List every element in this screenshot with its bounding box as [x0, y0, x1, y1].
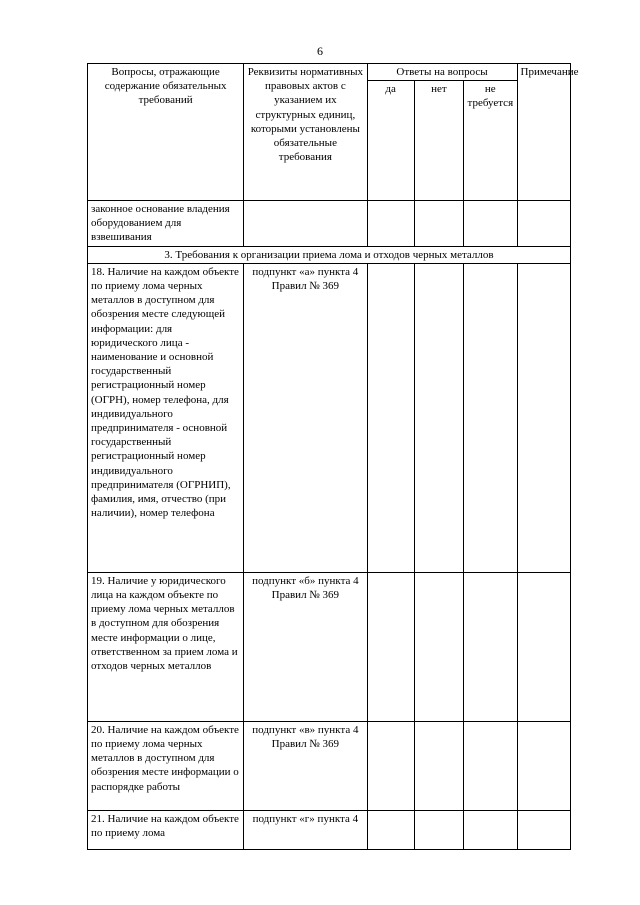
row-21-question: 21. Наличие на каждом объекте по приему лома — [88, 810, 244, 849]
row-21-not-required — [464, 810, 517, 849]
row-18-not-required — [464, 263, 517, 572]
header-yes: да — [367, 81, 414, 201]
row-21-no — [414, 810, 463, 849]
page-number: 6 — [317, 44, 323, 58]
row-19-not-required — [464, 572, 517, 721]
row-18-question: 18. Наличие на каждом объекте по приему лома черных металлов в доступном для обозрения месте следующей информации: для юридического лица - наименование и основной государственный регистрационный номер (ОГРН), номер телефона, для индивидуального предпринимателя - основной государственный регистрационный номер индивидуального предпринимателя (ОГРНИП), фамилия, имя, отчество (при наличии), номер телефона — [88, 263, 244, 572]
row-20-not-required — [464, 721, 517, 810]
table-row — [88, 263, 571, 572]
continuation-no — [414, 201, 463, 247]
continuation-not-required — [464, 201, 517, 247]
section-row — [88, 246, 571, 263]
row-20-note — [517, 721, 570, 810]
row-20-requisites: подпункт «в» пункта 4 Правил № 369 — [244, 721, 367, 810]
table-row — [88, 721, 571, 810]
requirements-table — [87, 63, 579, 850]
continuation-yes — [367, 201, 414, 247]
header-answers: Ответы на вопросы — [367, 64, 517, 81]
row-18-no — [414, 263, 463, 572]
row-21-note — [517, 810, 570, 849]
row-20-yes — [367, 721, 414, 810]
continuation-question: законное основание владения оборудованием для взвешивания — [88, 201, 244, 247]
row-19-question: 19. Наличие у юридического лица на каждом объекте по приему лома черных металлов в доступном для обозрения месте информации о лице, ответственном за прием лома и отходов черных металлов — [88, 572, 244, 721]
header-row-1 — [88, 64, 571, 81]
row-21-requisites: подпункт «г» пункта 4 — [244, 810, 367, 849]
row-18-yes — [367, 263, 414, 572]
header-not-required: не требуется — [464, 81, 517, 201]
row-20-no — [414, 721, 463, 810]
row-21-yes — [367, 810, 414, 849]
row-19-note — [517, 572, 570, 721]
header-requisites: Реквизиты нормативных правовых актов с указанием их структурных единиц, которыми установлены обязательные требования — [244, 64, 367, 201]
section-title: 3. Требования к организации приема лома и отходов черных металлов — [88, 246, 571, 263]
table-row — [88, 810, 571, 849]
table-row — [88, 572, 571, 721]
continuation-row — [88, 201, 571, 247]
row-18-requisites: подпункт «а» пункта 4 Правил № 369 — [244, 263, 367, 572]
header-note: Примечание — [517, 64, 570, 201]
row-19-no — [414, 572, 463, 721]
row-19-requisites: подпункт «б» пункта 4 Правил № 369 — [244, 572, 367, 721]
header-questions: Вопросы, отражающие содержание обязательных требований — [88, 64, 244, 201]
row-20-question: 20. Наличие на каждом объекте по приему лома черных металлов в доступном для обозрения месте информации о распорядке работы — [88, 721, 244, 810]
row-18-note — [517, 263, 570, 572]
continuation-requisites — [244, 201, 367, 247]
row-19-yes — [367, 572, 414, 721]
header-no: нет — [414, 81, 463, 201]
continuation-note — [517, 201, 570, 247]
